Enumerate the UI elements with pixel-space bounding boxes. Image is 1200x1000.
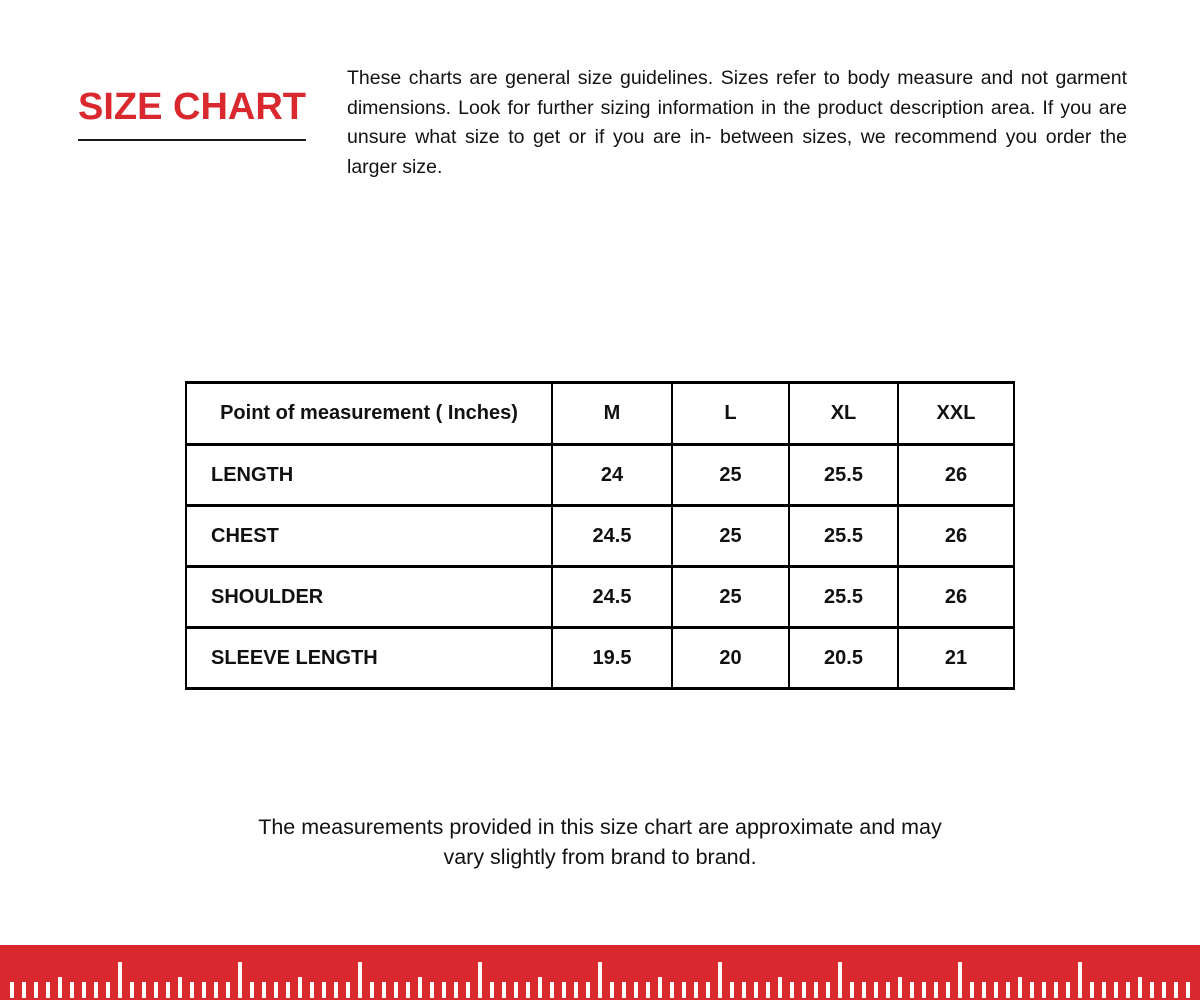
ruler-tick: [310, 982, 314, 998]
ruler-tick: [250, 982, 254, 998]
measurement-label: LENGTH: [186, 445, 552, 506]
column-header-m: M: [552, 383, 672, 445]
ruler-graphic: [0, 945, 1200, 1000]
ruler-tick: [358, 962, 362, 998]
ruler-tick: [106, 982, 110, 998]
ruler-tick: [166, 982, 170, 998]
column-header-xxl: XXL: [898, 383, 1014, 445]
ruler-tick: [910, 982, 914, 998]
measurement-label: CHEST: [186, 506, 552, 567]
size-value: 25.5: [789, 506, 898, 567]
ruler-tick: [1006, 982, 1010, 998]
column-header-xl: XL: [789, 383, 898, 445]
table-row: [186, 628, 1014, 689]
ruler-tick: [982, 982, 986, 998]
ruler-tick: [478, 962, 482, 998]
ruler-tick: [718, 962, 722, 998]
ruler-tick: [850, 982, 854, 998]
ruler-tick: [562, 982, 566, 998]
ruler-tick: [898, 977, 902, 998]
ruler-tick: [622, 982, 626, 998]
ruler-tick: [634, 982, 638, 998]
ruler-tick: [874, 982, 878, 998]
size-value: 24: [552, 445, 672, 506]
ruler-tick: [1138, 977, 1142, 998]
ruler-tick: [970, 982, 974, 998]
ruler-tick: [922, 982, 926, 998]
size-value: 24.5: [552, 506, 672, 567]
ruler-tick: [298, 977, 302, 998]
ruler-tick: [754, 982, 758, 998]
size-value: 25.5: [789, 567, 898, 628]
ruler-tick: [418, 977, 422, 998]
ruler-tick: [802, 982, 806, 998]
size-value: 25: [672, 506, 789, 567]
ruler-tick: [490, 982, 494, 998]
ruler-tick: [838, 962, 842, 998]
size-value: 26: [898, 506, 1014, 567]
ruler-tick: [682, 982, 686, 998]
ruler-tick: [1174, 982, 1178, 998]
ruler-tick: [778, 977, 782, 998]
ruler-tick: [286, 982, 290, 998]
ruler-tick: [502, 982, 506, 998]
ruler-tick: [658, 977, 662, 998]
column-header-measurement: Point of measurement ( Inches): [186, 383, 552, 445]
ruler-tick: [82, 982, 86, 998]
intro-text: These charts are general size guidelines. Sizes refer to body measure and not garment dimensions. Look for further sizing information in the product description area. If you are unsure what size to get or if you are in- between sizes, we recommend you order the larger size.: [347, 67, 1127, 178]
ruler-tick: [670, 982, 674, 998]
ruler-tick: [826, 982, 830, 998]
ruler-tick: [766, 982, 770, 998]
ruler-tick: [1162, 982, 1166, 998]
footnote-line: The measurements provided in this size chart are approximate and may: [258, 815, 942, 839]
size-value: 20: [672, 628, 789, 689]
ruler-tick: [406, 982, 410, 998]
ruler-tick: [1018, 977, 1022, 998]
size-table: [185, 381, 1015, 690]
size-value: 24.5: [552, 567, 672, 628]
ruler-tick: [46, 982, 50, 998]
ruler-tick: [130, 982, 134, 998]
ruler-tick: [1150, 982, 1154, 998]
ruler-tick: [22, 982, 26, 998]
ruler-tick: [214, 982, 218, 998]
ruler-tick: [142, 982, 146, 998]
ruler-tick: [454, 982, 458, 998]
ruler-tick: [550, 982, 554, 998]
size-value: 20.5: [789, 628, 898, 689]
size-value: 21: [898, 628, 1014, 689]
ruler-tick: [1054, 982, 1058, 998]
ruler-tick: [646, 982, 650, 998]
table-row: [186, 506, 1014, 567]
ruler-tick: [10, 982, 14, 998]
ruler-tick: [526, 982, 530, 998]
ruler-tick: [790, 982, 794, 998]
ruler-tick: [994, 982, 998, 998]
ruler-tick: [1030, 982, 1034, 998]
ruler-tick: [34, 982, 38, 998]
size-value: 26: [898, 445, 1014, 506]
ruler-tick: [1042, 982, 1046, 998]
ruler-tick: [466, 982, 470, 998]
ruler-tick: [742, 982, 746, 998]
ruler-tick: [730, 982, 734, 998]
ruler-tick: [202, 982, 206, 998]
ruler-tick: [946, 982, 950, 998]
ruler-tick: [610, 982, 614, 998]
footnote-line: vary slightly from brand to brand.: [443, 845, 757, 869]
ruler-tick: [934, 982, 938, 998]
ruler-tick: [706, 982, 710, 998]
ruler-tick: [442, 982, 446, 998]
ruler-tick: [226, 982, 230, 998]
ruler-tick: [70, 982, 74, 998]
ruler-tick: [322, 982, 326, 998]
ruler-tick: [154, 982, 158, 998]
ruler-tick: [262, 982, 266, 998]
size-value: 25: [672, 445, 789, 506]
ruler-tick: [382, 982, 386, 998]
ruler-tick: [598, 962, 602, 998]
size-value: 26: [898, 567, 1014, 628]
ruler-tick: [574, 982, 578, 998]
ruler-tick: [586, 982, 590, 998]
table-row: [186, 445, 1014, 506]
footnote: [0, 812, 1200, 872]
ruler-tick: [538, 977, 542, 998]
ruler-tick: [1090, 982, 1094, 998]
size-value: 25: [672, 567, 789, 628]
title-block: [78, 88, 306, 141]
ruler-tick: [346, 982, 350, 998]
ruler-tick: [58, 977, 62, 998]
measurement-label: SLEEVE LENGTH: [186, 628, 552, 689]
size-value: 25.5: [789, 445, 898, 506]
ruler-tick: [94, 982, 98, 998]
ruler-tick: [190, 982, 194, 998]
ruler-tick: [118, 962, 122, 998]
ruler-tick: [178, 977, 182, 998]
ruler-tick: [886, 982, 890, 998]
ruler-tick: [514, 982, 518, 998]
table-header-row: [186, 383, 1014, 445]
ruler-tick: [814, 982, 818, 998]
ruler-tick: [238, 962, 242, 998]
ruler-tick: [1102, 982, 1106, 998]
ruler-tick: [1114, 982, 1118, 998]
ruler-tick: [370, 982, 374, 998]
ruler-tick: [394, 982, 398, 998]
ruler-tick: [1078, 962, 1082, 998]
ruler-tick: [334, 982, 338, 998]
ruler-tick: [958, 962, 962, 998]
ruler-tick: [1186, 982, 1190, 998]
ruler-tick: [274, 982, 278, 998]
ruler-tick: [694, 982, 698, 998]
table-row: [186, 567, 1014, 628]
ruler-tick: [430, 982, 434, 998]
measurement-label: SHOULDER: [186, 567, 552, 628]
column-header-l: L: [672, 383, 789, 445]
ruler-tick: [1066, 982, 1070, 998]
ruler-tick: [862, 982, 866, 998]
ruler-tick: [1126, 982, 1130, 998]
size-value: 19.5: [552, 628, 672, 689]
page-title: SIZE CHART: [78, 88, 306, 141]
